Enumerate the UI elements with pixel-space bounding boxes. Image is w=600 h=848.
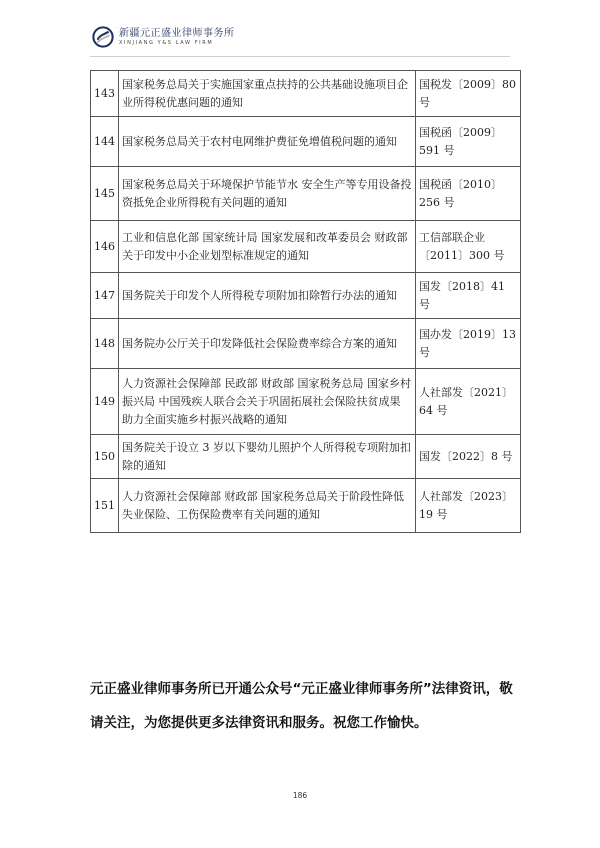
page-number: 186	[292, 791, 308, 800]
row-number: 148	[91, 319, 119, 369]
row-number: 150	[91, 435, 119, 479]
firm-name-cn: 新疆元正盛业律师事务所	[119, 27, 235, 39]
document-number: 国税发〔2009〕80 号	[416, 71, 521, 117]
table-row	[91, 479, 521, 533]
regulation-title: 工业和信息化部 国家统计局 国家发展和改革委员会 财政部关于印发中小企业划型标准规定的通知	[119, 221, 416, 273]
table-row	[91, 435, 521, 479]
row-number: 144	[91, 117, 119, 167]
firm-name-en: XINJIANG Y&S LAW FIRM	[119, 39, 214, 46]
regulation-table-body	[91, 71, 521, 533]
table-row	[91, 319, 521, 369]
row-number: 146	[91, 221, 119, 273]
document-number: 人社部发〔2023〕19 号	[416, 479, 521, 533]
row-number: 147	[91, 273, 119, 319]
document-number: 国税函〔2009〕591 号	[416, 117, 521, 167]
regulation-title: 国务院办公厅关于印发降低社会保险费率综合方案的通知	[119, 319, 416, 369]
document-number: 国税函〔2010〕256 号	[416, 167, 521, 221]
row-number: 143	[91, 71, 119, 117]
regulation-title: 国家税务总局关于环境保护节能节水 安全生产等专用设备投资抵免企业所得税有关问题的通知	[119, 167, 416, 221]
table-row	[91, 71, 521, 117]
firm-logo-icon	[92, 26, 114, 48]
page-header	[92, 22, 235, 52]
table-row	[91, 117, 521, 167]
table-row	[91, 221, 521, 273]
table-row	[91, 273, 521, 319]
document-number: 工信部联企业〔2011〕300 号	[416, 221, 521, 273]
regulation-table	[90, 70, 521, 533]
table-row	[91, 167, 521, 221]
regulation-title: 国务院关于印发个人所得税专项附加扣除暂行办法的通知	[119, 273, 416, 319]
regulation-title: 国务院关于设立 3 岁以下婴幼儿照护个人所得税专项附加扣除的通知	[119, 435, 416, 479]
document-number: 国发〔2018〕41 号	[416, 273, 521, 319]
document-number: 国发〔2022〕8 号	[416, 435, 521, 479]
header-divider	[90, 56, 510, 57]
row-number: 151	[91, 479, 119, 533]
regulation-title: 国家税务总局关于农村电网维护费征免增值税问题的通知	[119, 117, 416, 167]
regulation-title: 国家税务总局关于实施国家重点扶持的公共基础设施项目企业所得税优惠问题的通知	[119, 71, 416, 117]
firm-brand	[119, 29, 235, 46]
row-number: 145	[91, 167, 119, 221]
document-number: 国办发〔2019〕13 号	[416, 319, 521, 369]
document-number: 人社部发〔2021〕64 号	[416, 369, 521, 435]
row-number: 149	[91, 369, 119, 435]
table-row	[91, 369, 521, 435]
regulation-title: 人力资源社会保障部 民政部 财政部 国家税务总局 国家乡村振兴局 中国残疾人联合会关于巩固拓展社会保险扶贫成果 助力全面实施乡村振兴战略的通知	[119, 369, 416, 435]
regulation-title: 人力资源社会保障部 财政部 国家税务总局关于阶段性降低失业保险、工伤保险费率有关问题的通知	[119, 479, 416, 533]
wechat-notice: 元正盛业律师事务所已开通公众号“元正盛业律师事务所”法律资讯，敬请关注，为您提供更多法律资讯和服务。祝您工作愉快。	[90, 681, 513, 731]
